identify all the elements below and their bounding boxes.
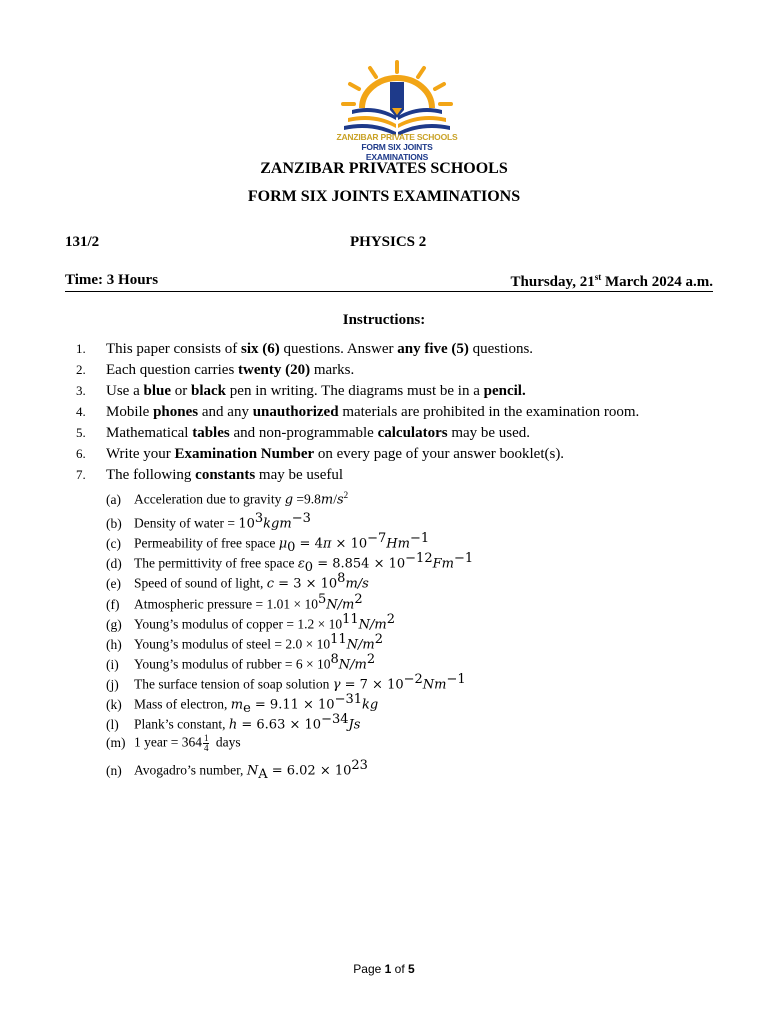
paper-subject: PHYSICS 2 (350, 234, 427, 250)
exam-duration: Time: 3 Hours (65, 272, 159, 288)
instruction-text: The following (106, 467, 196, 483)
constant-text: The surface tension of soap solution (134, 676, 333, 692)
instruction-text: questions. Answer (279, 341, 398, 357)
instruction-number: 1. (76, 341, 86, 356)
instruction-text: or (171, 383, 192, 399)
constant-item: (c) Permeability of free space $\mu_0 = 4\pi \times 10^{-7}Hm^{-1}$ (106, 531, 430, 556)
constant-label: (f) (106, 596, 120, 612)
school-title: ZANZIBAR PRIVATES SCHOOLS (260, 160, 508, 177)
exam-date: Thursday, 21st March 2024 a.m. (510, 272, 713, 290)
instruction-text: Mathematical (106, 425, 193, 441)
instruction-text: twenty (20) (238, 362, 311, 378)
instruction-text: Mobile (106, 404, 154, 420)
constant-item: (h) Young’s modulus of steel = $2.0 \times 10^{11}N/m^2$ (106, 632, 384, 653)
instruction-text: pencil. (483, 383, 526, 399)
fraction: $\frac{1}{4}$ (203, 733, 209, 753)
constant-text: 1 year = 364 (134, 734, 202, 750)
constant-label: (e) (106, 575, 121, 591)
instructions-title: Instructions: (342, 312, 426, 328)
constant-text: Density of water = (134, 515, 239, 531)
instruction-text: This paper consists of (106, 341, 241, 357)
instruction-item (76, 446, 564, 463)
instruction-text: may be used. (447, 425, 531, 441)
paper-code: 131/2 (65, 234, 100, 250)
constant-label: (b) (106, 515, 122, 531)
constant-item: (j) The surface tension of soap solution $\gamma = 7 \times 10^{-2}Nm^{-1}$ (106, 672, 466, 693)
instruction-item (76, 383, 526, 400)
constant-item: (m) 1 year = 364 $\frac{1}{4}$ days (106, 733, 241, 753)
instruction-text: calculators (377, 425, 448, 441)
constant-item: (g) Young’s modulus of copper = $1.2 \times 10^{11}N/m^2$ (106, 612, 396, 633)
constant-text: Mass of electron, (134, 696, 231, 712)
constant-label: (h) (106, 636, 122, 652)
instruction-text: and non-programmable (229, 425, 378, 441)
constant-text: Atmospheric pressure = 1.01 × 10 (134, 596, 318, 612)
instruction-text: unauthorized (252, 404, 339, 420)
constant-text: Young’s modulus of steel = 2.0 × 10 (134, 636, 331, 652)
constant-label: (n) (106, 762, 122, 778)
constant-label: (d) (106, 555, 122, 571)
instruction-text: questions. (468, 341, 534, 357)
constant-text: Permeability of free space (134, 535, 279, 551)
constant-item: (k) Mass of electron, $m_e = 9.11 \times 10^{-31}kg$ (106, 692, 379, 717)
constant-label: (m) (106, 734, 126, 750)
instruction-text: phones (153, 404, 199, 420)
instruction-text: black (191, 383, 227, 399)
constant-label: (i) (106, 656, 119, 672)
instruction-text: constants (195, 467, 256, 483)
instruction-text: on every page of your answer booklet(s). (314, 446, 565, 462)
constant-item: (n) Avogadro’s number, $N_A = 6.02 \times 10^{23}$ (106, 758, 368, 783)
constant-text: Speed of sound of light, (134, 575, 267, 591)
constant-label: (j) (106, 676, 119, 692)
constant-text: Avogadro’s number, (134, 762, 247, 778)
instruction-number: 6. (76, 446, 86, 461)
instruction-text: may be useful (255, 467, 344, 483)
instruction-number: 2. (76, 362, 86, 377)
constant-label: (g) (106, 616, 122, 632)
instruction-text: blue (143, 383, 172, 399)
instruction-text: Each question carries (106, 362, 239, 378)
exam-title: FORM SIX JOINTS EXAMINATIONS (247, 188, 521, 205)
constant-item: (d) The permittivity of free space $\varepsilon_0 = 8.854 \times 10^{-12}Fm^{-1}$ (106, 551, 474, 576)
constant-item: (a) Acceleration due to gravity $g =9.8m/s^2$ (106, 490, 349, 508)
instruction-text: pen in writing. The diagrams must be in a (226, 383, 484, 399)
instruction-text: six (6) (240, 341, 280, 357)
instruction-text: Use a (106, 383, 144, 399)
instruction-item (76, 362, 354, 379)
instruction-text: and any (198, 404, 253, 420)
instruction-item (76, 404, 639, 421)
instruction-text: marks. (310, 362, 355, 378)
instruction-number: 4. (76, 404, 86, 419)
logo-caption (330, 132, 464, 162)
constant-item: (b) Density of water = $10^3kgm^{-3}$ (106, 511, 311, 532)
constant-item: (l) Plank’s constant, $h = 6.63 \times 10^{-34}Js$ (106, 712, 361, 733)
instruction-text: any five (5) (397, 341, 469, 357)
instruction-item (76, 467, 343, 484)
instruction-item (76, 341, 533, 358)
logo-caption-line1: ZANZIBAR PRIVATE SCHOOLS (336, 132, 458, 142)
constant-item: (i) Young’s modulus of rubber = $6 \times 10^8N/m^2$ (106, 652, 376, 673)
instruction-text: tables (192, 425, 230, 441)
constant-text: Plank’s constant, (134, 716, 229, 732)
constant-text: The permittivity of free space (134, 555, 298, 571)
header-divider (65, 291, 713, 292)
constant-label: (k) (106, 696, 122, 712)
constant-text: Young’s modulus of rubber = 6 × 10 (134, 656, 331, 672)
instruction-item (76, 425, 530, 442)
constant-label: (l) (106, 716, 119, 732)
constant-text: Acceleration due to gravity (134, 491, 285, 507)
instruction-text: materials are prohibited in the examination room. (338, 404, 640, 420)
instruction-text: Examination Number (174, 446, 315, 462)
constant-label: (c) (106, 535, 121, 551)
instruction-number: 5. (76, 425, 86, 440)
instruction-number: 3. (76, 383, 86, 398)
constant-text: Young’s modulus of copper = 1.2 × 10 (134, 616, 343, 632)
constant-item: (f) Atmospheric pressure = $1.01 \times 10^5N/m^2$ (106, 592, 363, 613)
instruction-text: Write your (106, 446, 175, 462)
logo-caption-line2: FORM SIX JOINTS EXAMINATIONS (361, 142, 433, 162)
constant-item: (e) Speed of sound of light, $c = 3 \times 10^8m/s$ (106, 571, 369, 592)
instruction-number: 7. (76, 467, 86, 482)
constant-label: (a) (106, 491, 121, 507)
page-footer: Page 1 of 5 (353, 962, 415, 976)
